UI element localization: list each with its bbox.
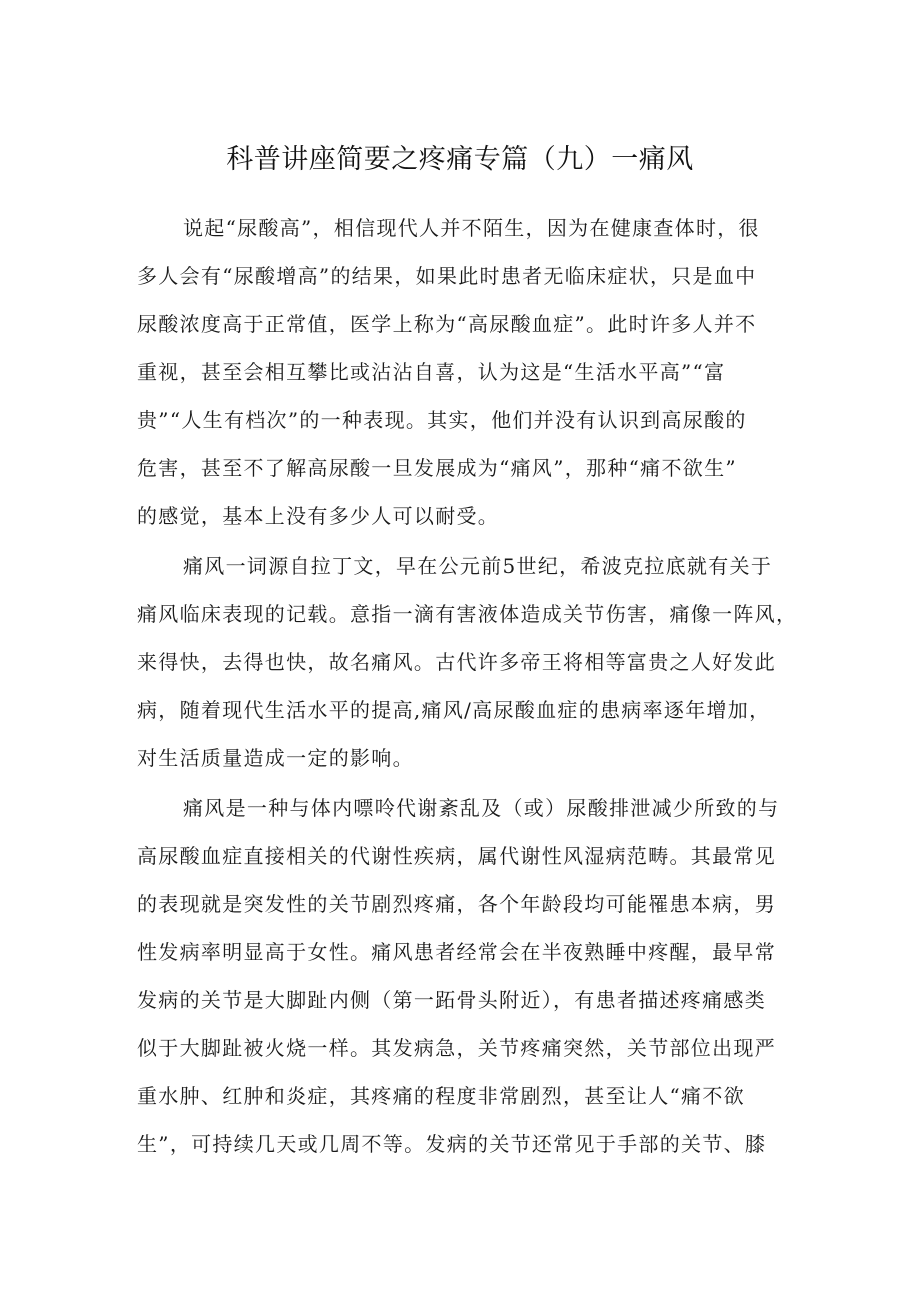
paragraph-line: 重视，甚至会相互攀比或沾沾自喜，认为这是“生活水平高”“富 <box>137 360 726 384</box>
paragraph-line: 危害，甚至不了解高尿酸一旦发展成为“痛风”，那种“痛不欲生” <box>137 456 737 480</box>
paragraph-line: 说起“尿酸高”，相信现代人并不陌生，因为在健康查体时，很 <box>183 216 760 240</box>
paragraph-line: 多人会有“尿酸增高”的结果，如果此时患者无临床症状，只是血中 <box>137 264 757 288</box>
paragraph-line: 痛风临床表现的记载。意指一滴有害液体造成关节伤害，痛像一阵风， <box>137 602 797 626</box>
paragraph-line: 的感觉，基本上没有多少人可以耐受。 <box>137 504 500 528</box>
paragraph-line: 病，随着现代生活水平的提高,痛风/高尿酸血症的患病率逐年增加， <box>137 698 771 722</box>
paragraph-line: 的表现就是突发性的关节剧烈疼痛，各个年龄段均可能罹患本病，男 <box>137 892 776 916</box>
document-title: 科普讲座简要之疼痛专篇（九）一痛风 <box>226 144 694 175</box>
paragraph-line: 贵”“人生有档次”的一种表现。其实，他们并没有认识到高尿酸的 <box>137 408 747 432</box>
paragraph-line: 尿酸浓度高于正常值，医学上称为“高尿酸血症”。此时许多人并不 <box>137 312 757 336</box>
paragraph-line: 痛风是一种与体内嘌呤代谢紊乱及（或）尿酸排泄减少所致的与 <box>183 796 780 820</box>
paragraph-line: 发病的关节是大脚趾内侧（第一跖骨头附近），有患者描述疼痛感类 <box>137 988 766 1012</box>
paragraph-line: 高尿酸血症直接相关的代谢性疾病，属代谢性风湿病范畴。其最常见 <box>137 844 776 868</box>
paragraph-line: 性发病率明显高于女性。痛风患者经常会在半夜熟睡中疼醒，最早常 <box>137 940 776 964</box>
paragraph-line: 生”，可持续几天或几周不等。发病的关节还常见于手部的关节、膝 <box>137 1132 767 1156</box>
paragraph-line: 对生活质量造成一定的影响。 <box>137 746 414 770</box>
paragraph-line: 重水肿、红肿和炎症，其疼痛的程度非常剧烈，甚至让人“痛不欲 <box>137 1084 745 1108</box>
paragraph-line: 来得快，去得也快，故名痛风。古代许多帝王将相等富贵之人好发此 <box>137 650 776 674</box>
paragraph-line: 似于大脚趾被火烧一样。其发病急，关节疼痛突然，关节部位出现严 <box>137 1036 776 1060</box>
paragraph-line: 痛风一词源自拉丁文，早在公元前5世纪，希波克拉底就有关于 <box>183 554 773 578</box>
